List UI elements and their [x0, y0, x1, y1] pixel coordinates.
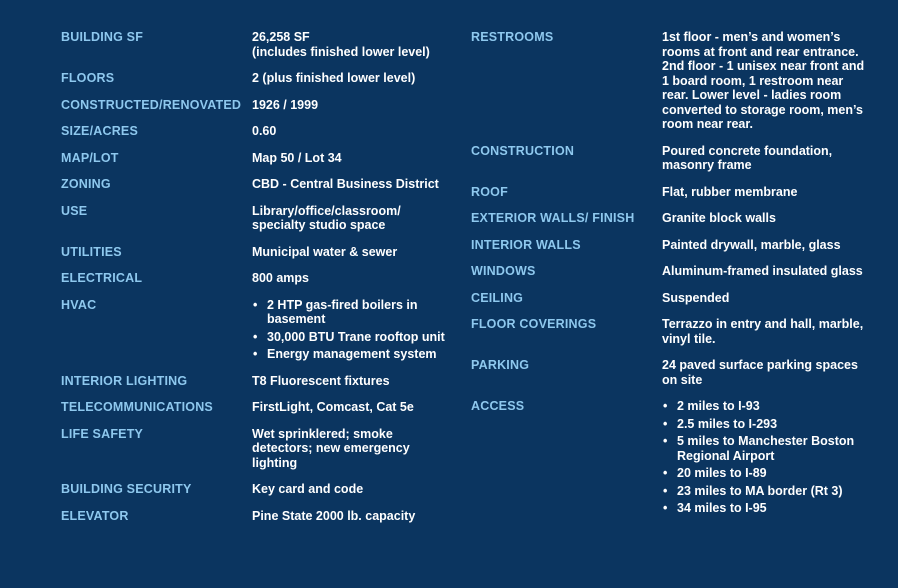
spec-value: Poured concrete foundation, masonry frame — [662, 143, 833, 172]
spec-row-restrooms — [471, 30, 891, 132]
spec-value: Key card and code — [252, 482, 364, 496]
list-item: • Energy management system — [252, 347, 447, 362]
spec-value: Library/office/classroom/ specialty studio space — [252, 203, 401, 232]
spec-label: WINDOWS — [471, 264, 536, 278]
spec-value: Map 50 / Lot 34 — [252, 150, 342, 165]
spec-row-exterior-walls-finish — [471, 211, 891, 226]
spec-label: FLOORS — [61, 71, 115, 85]
spec-label: CONSTRUCTED/RENOVATED — [61, 97, 242, 112]
spec-row-roof — [471, 185, 891, 200]
spec-row-building-security — [61, 482, 451, 497]
spec-row-zoning — [61, 177, 451, 192]
spec-label: INTERIOR WALLS — [471, 237, 581, 252]
list-item: • 5 miles to Manchester Boston Regional Airport — [662, 434, 867, 463]
spec-row-parking — [471, 358, 891, 387]
spec-value: Flat, rubber membrane — [662, 184, 798, 199]
spec-value: 800 amps — [252, 271, 309, 285]
spec-label: SIZE/ACRES — [61, 124, 139, 138]
spec-value-list — [662, 399, 867, 516]
spec-label: EXTERIOR WALLS/ FINISH — [471, 211, 635, 225]
spec-label: INTERIOR LIGHTING — [61, 373, 188, 388]
spec-label: CEILING — [471, 290, 524, 305]
spec-value: Suspended — [662, 290, 730, 305]
list-item: • 2 HTP gas-fired boilers in basement — [252, 298, 447, 327]
spec-value: Pine State 2000 lb. capacity — [252, 508, 416, 523]
spec-label: ELEVATOR — [61, 508, 129, 523]
spec-label: RESTROOMS — [471, 30, 554, 44]
spec-value: Municipal water & sewer — [252, 244, 398, 259]
spec-value: Terrazzo in entry and hall, marble, vinyl tile. — [662, 317, 864, 346]
right-spec-column — [471, 30, 891, 528]
spec-label: FLOOR COVERINGS — [471, 317, 597, 331]
spec-label: BUILDING SECURITY — [61, 482, 192, 496]
spec-row-interior-lighting — [61, 374, 451, 389]
bullet-list — [662, 399, 867, 516]
spec-label: BUILDING SF — [61, 30, 144, 44]
spec-value: 26,258 SF (includes finished lower level) — [252, 30, 430, 59]
list-item: • 20 miles to I-89 — [662, 466, 867, 481]
spec-value-list — [252, 298, 447, 362]
spec-row-life-safety — [61, 427, 451, 471]
spec-row-construction — [471, 144, 891, 173]
spec-value: 2 (plus finished lower level) — [252, 71, 416, 85]
spec-row-floor-coverings — [471, 317, 891, 346]
spec-value: 24 paved surface parking spaces on site — [662, 358, 858, 387]
spec-value: Granite block walls — [662, 211, 776, 225]
spec-row-ceiling — [471, 291, 891, 306]
spec-row-map-lot — [61, 151, 451, 166]
spec-value: Aluminum-framed insulated glass — [662, 264, 863, 278]
spec-row-interior-walls — [471, 238, 891, 253]
spec-row-floors — [61, 71, 451, 86]
spec-label: ROOF — [471, 184, 508, 199]
spec-row-windows — [471, 264, 891, 279]
bullet-list — [252, 298, 447, 362]
spec-row-elevator — [61, 509, 451, 524]
spec-label: CONSTRUCTION — [471, 143, 575, 158]
spec-row-utilities — [61, 245, 451, 260]
spec-label: ZONING — [61, 177, 111, 191]
spec-value: Wet sprinklered; smoke detectors; new emergency lighting — [252, 426, 410, 470]
list-item: • 2 miles to I-93 — [662, 399, 867, 414]
spec-row-use — [61, 204, 451, 233]
spec-value: 1st floor - men’s and women’s rooms at front and rear entrance. 2nd floor - 1 unisex near front and 1 board room, 1 restroom near rear. Lower level - ladies room converted to storage room, men’s room near rear. — [662, 30, 865, 131]
spec-label: MAP/LOT — [61, 150, 119, 165]
list-item: • 23 miles to MA border (Rt 3) — [662, 484, 867, 499]
spec-label: TELECOMMUNICATIONS — [61, 400, 213, 414]
spec-row-access — [471, 399, 891, 516]
spec-label: ELECTRICAL — [61, 271, 143, 285]
spec-value: Painted drywall, marble, glass — [662, 237, 841, 252]
spec-value: CBD - Central Business District — [252, 177, 439, 191]
spec-row-hvac — [61, 298, 451, 362]
list-item: • 34 miles to I-95 — [662, 501, 867, 516]
spec-label: ACCESS — [471, 399, 525, 413]
spec-row-building-sf — [61, 30, 451, 59]
list-item: • 2.5 miles to I-293 — [662, 417, 867, 432]
spec-value: 1926 / 1999 — [252, 97, 319, 112]
spec-value: T8 Fluorescent fixtures — [252, 373, 390, 388]
spec-row-telecommunications — [61, 400, 451, 415]
spec-row-electrical — [61, 271, 451, 286]
list-item: • 30,000 BTU Trane rooftop unit — [252, 330, 447, 345]
spec-label: HVAC — [61, 297, 97, 312]
spec-row-size-acres — [61, 124, 451, 139]
spec-value: FirstLight, Comcast, Cat 5e — [252, 400, 414, 414]
spec-label: PARKING — [471, 358, 530, 372]
spec-value: 0.60 — [252, 124, 277, 138]
spec-label: USE — [61, 203, 88, 218]
spec-row-constructed-renovated — [61, 98, 451, 113]
spec-label: UTILITIES — [61, 244, 122, 259]
left-spec-column — [61, 30, 451, 535]
spec-label: LIFE SAFETY — [61, 426, 144, 441]
